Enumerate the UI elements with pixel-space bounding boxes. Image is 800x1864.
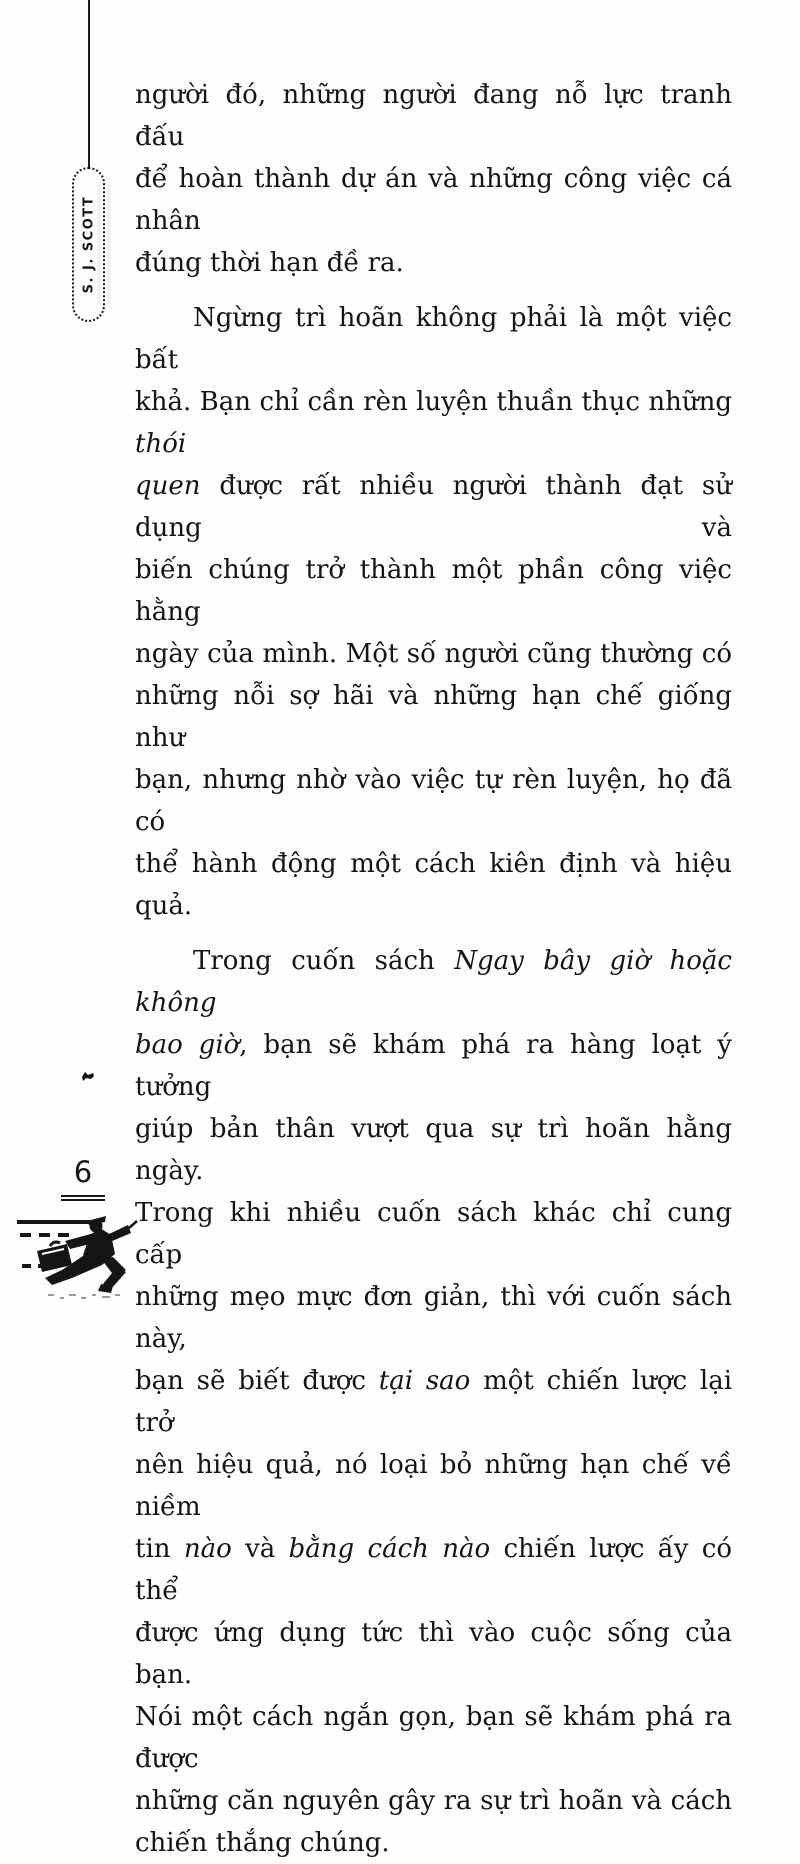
italic-text-segment: tại sao [378,1366,471,1396]
text-segment: bạn, nhưng nhờ vào việc tự rèn luyện, họ đã có [135,765,732,837]
text-line [135,759,732,843]
text-line [135,1192,732,1276]
text-segment: những căn nguyên gây ra sự trì hoãn và cách [135,1786,732,1816]
text-segment: chiến thắng chúng. [135,1828,390,1858]
text-line [135,549,732,633]
text-segment: được rất nhiều người thành đạt sử dụng và [135,471,732,543]
text-segment: ngày của mình. Một số người cũng thường có [135,639,732,669]
text-segment: và [231,1534,289,1564]
text-segment: đúng thời hạn đề ra. [135,248,404,278]
text-segment: để hoàn thành dự án và những công việc cá nhân [135,164,732,236]
author-capsule [72,167,105,322]
text-segment: khả. Bạn chỉ cần rèn luyện thuần thục những [135,387,732,417]
text-segment: chiến lược ấy có thể [135,1534,732,1606]
text-segment: Nói một cách ngắn gọn, bạn sẽ khám phá ra được [135,1702,732,1774]
text-line [135,1822,732,1864]
text-line [135,940,732,1024]
paragraph [135,297,732,927]
paragraph [135,940,732,1864]
text-segment: Trong khi nhiều cuốn sách khác chỉ cung cấp [135,1198,732,1270]
text-line [135,1360,732,1444]
text-segment: một chiến lược lại trở [135,1366,733,1438]
text-line [135,1696,732,1780]
text-line [135,1024,732,1108]
text-segment: giúp bản thân vượt qua sự trì hoãn hằng ngày. [135,1114,732,1186]
text-line [135,74,732,158]
text-line [135,633,732,675]
text-segment: được ứng dụng tức thì vào cuộc sống của bạn. [135,1618,732,1690]
text-segment: biến chúng trở thành một phần công việc hằng [135,555,732,627]
author-name: S. J. SCOTT [81,195,96,294]
page-number-rule [61,1195,105,1201]
text-line [135,675,732,759]
text-line [135,1528,732,1612]
text-segment: bạn sẽ biết được [135,1366,379,1396]
text-segment: Ngừng trì hoãn không phải là một việc bất [135,303,732,375]
text-line [135,465,732,549]
italic-text-segment: thói [135,429,187,459]
margin-rule-line [88,0,90,170]
text-line [135,1108,732,1192]
italic-text-segment: Ngay bây giờ hoặc không [135,946,732,1018]
text-line [135,1780,732,1822]
text-line [135,843,732,927]
text-segment: Trong cuốn sách [193,946,455,976]
text-segment: , bạn sẽ khám phá ra hàng loạt ý tưởng [135,1030,732,1102]
italic-text-segment: bằng cách nào [288,1534,491,1564]
running-man-icon [14,1214,138,1308]
text-line [135,1612,732,1696]
text-line [135,1276,732,1360]
text-segment: những nỗi sợ hãi và những hạn chế giống như [135,681,732,753]
italic-text-segment: quen [135,471,201,501]
italic-text-segment: bao giờ [135,1030,240,1060]
ink-speck-icon [80,1069,96,1083]
text-segment: những mẹo mực đơn giản, thì với cuốn sách này, [135,1282,732,1354]
text-segment: tin [135,1534,184,1564]
page-number-block [61,1155,105,1201]
text-segment: thể hành động một cách kiên định và hiệu quả. [135,849,732,921]
paragraph [135,74,732,284]
body-text [135,74,732,1864]
text-line [135,242,732,284]
text-segment: nên hiệu quả, nó loại bỏ những hạn chế về niềm [135,1450,732,1522]
text-line [135,297,732,381]
italic-text-segment: nào [183,1534,232,1564]
text-line [135,158,732,242]
text-segment: người đó, những người đang nỗ lực tranh đấu [135,80,732,152]
text-line [135,381,732,465]
text-line [135,1444,732,1528]
page-number: 6 [73,1155,93,1189]
